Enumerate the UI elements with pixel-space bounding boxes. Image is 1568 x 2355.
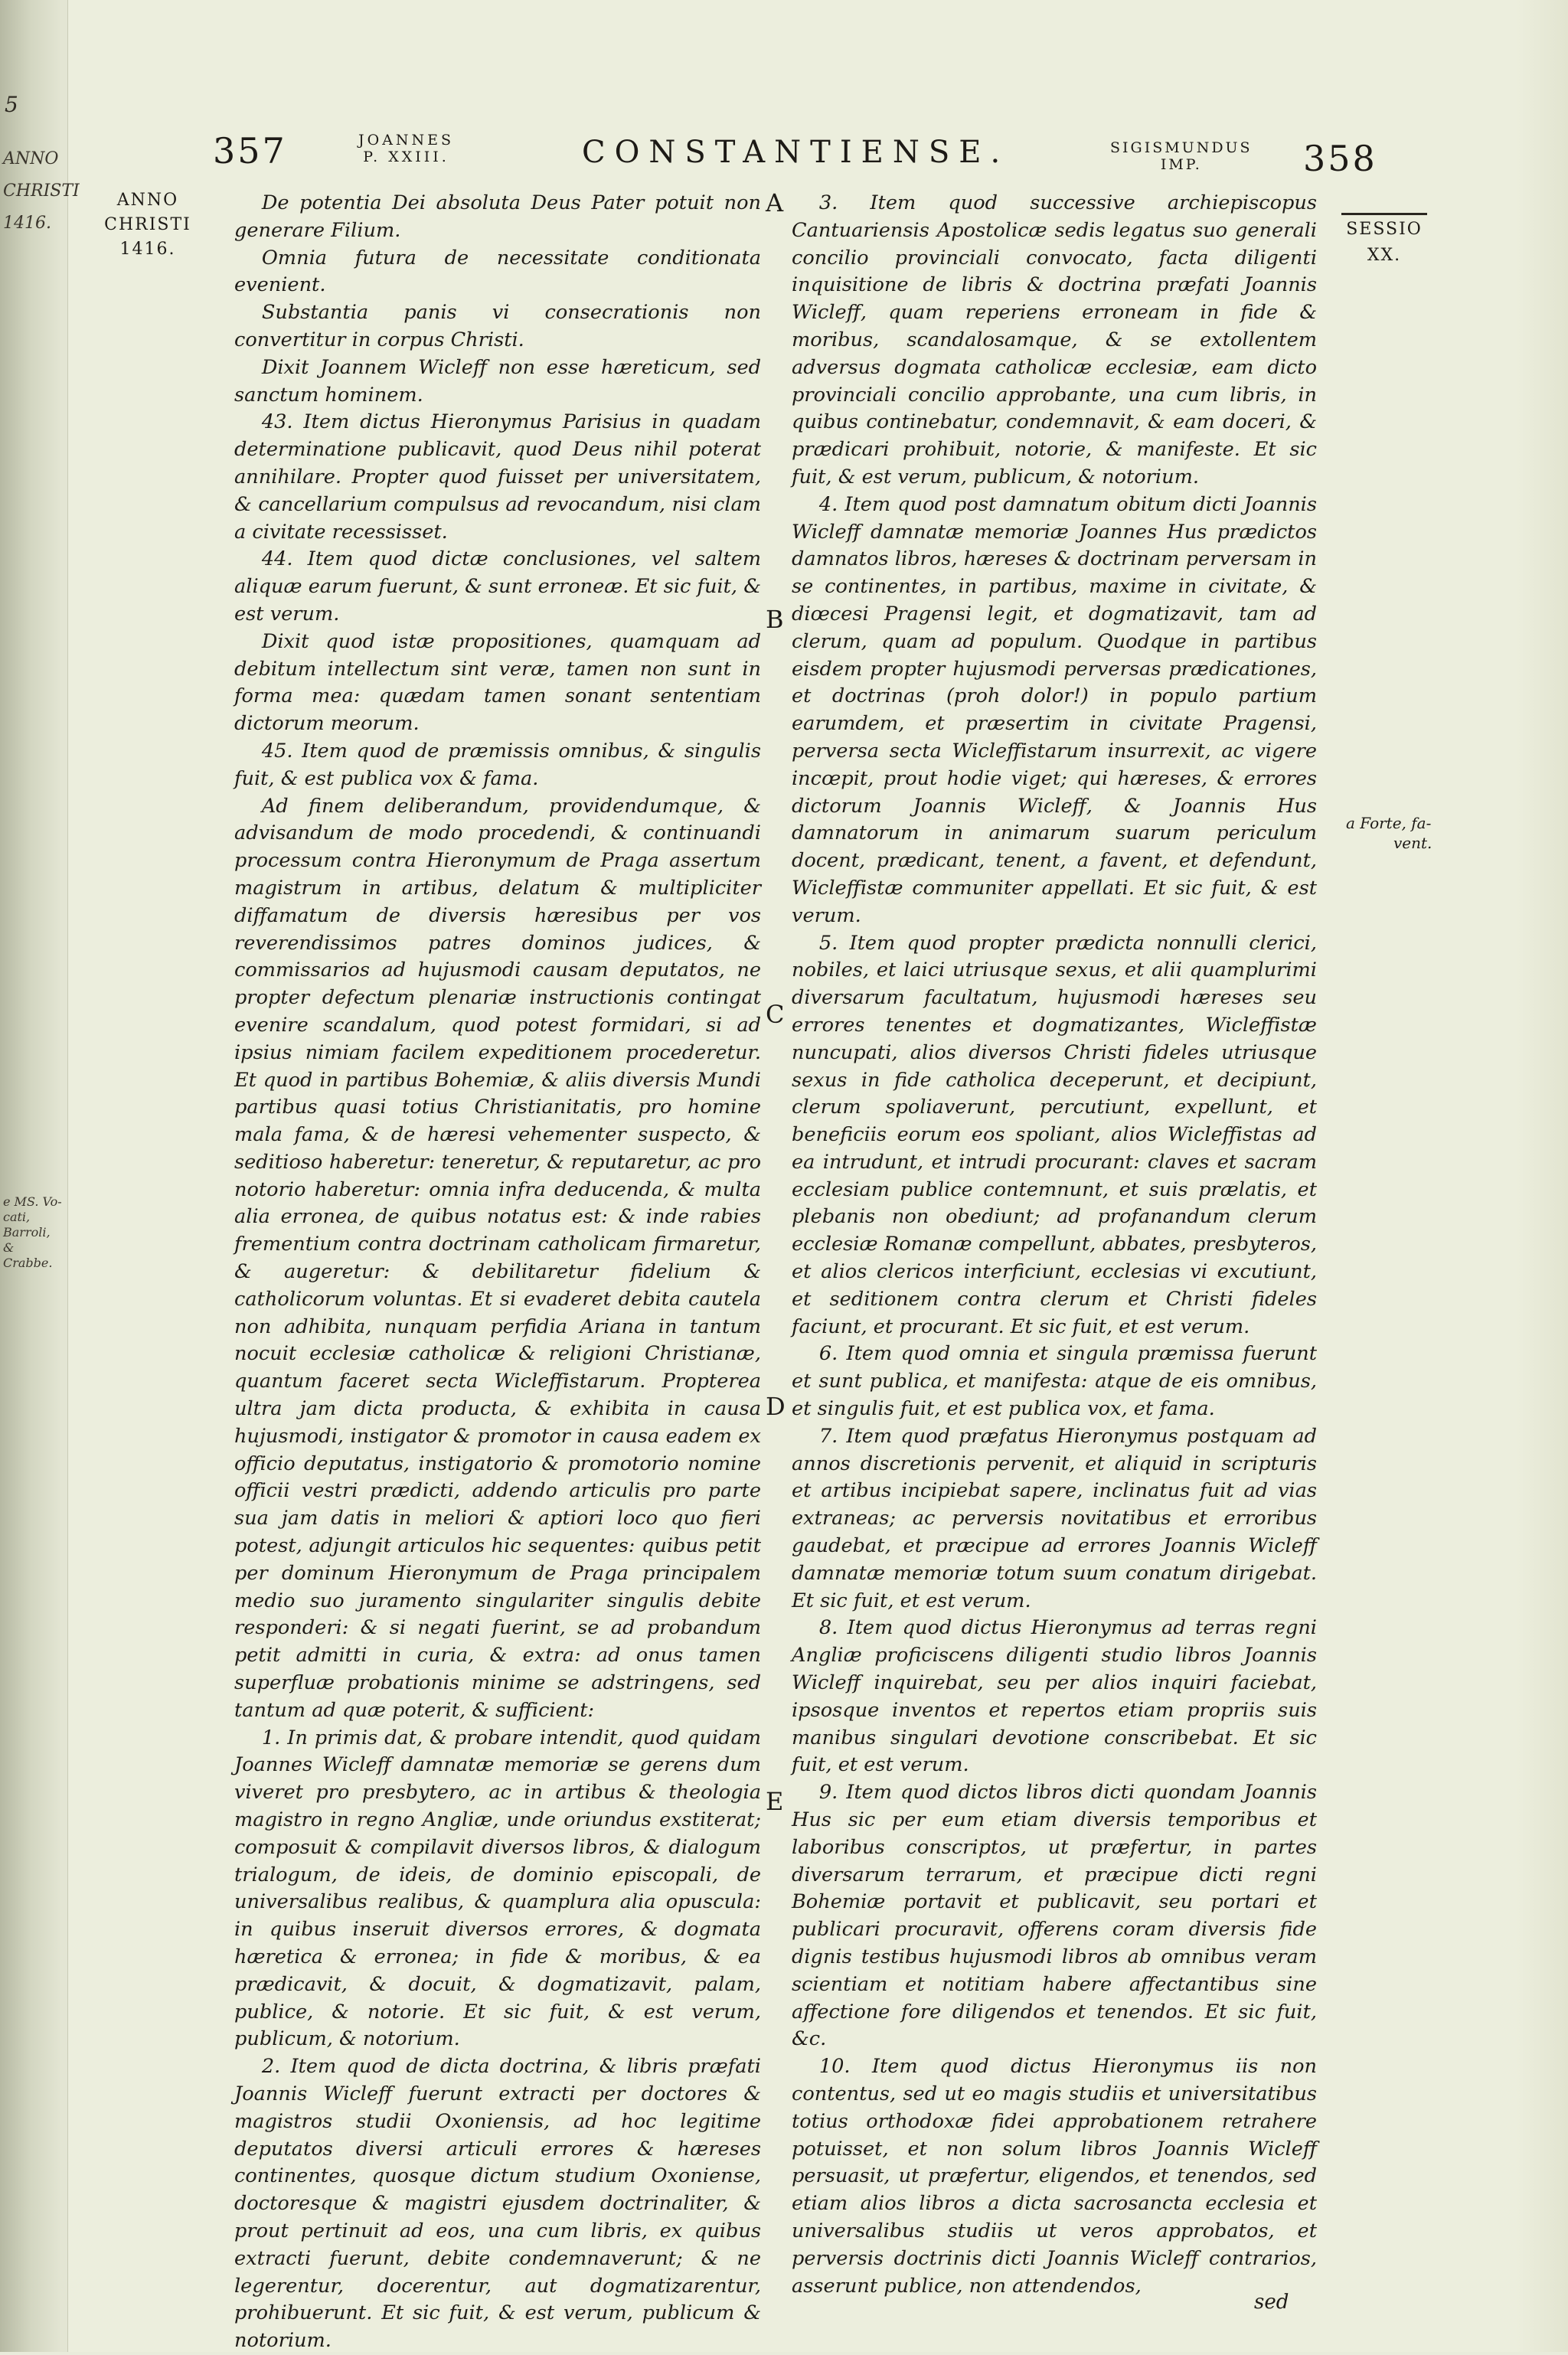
sidenote-session-number: XX. [1367, 246, 1402, 265]
section-letter-b: B [766, 605, 784, 634]
paragraph: Dixit quod istæ propositiones, quamquam ad debitum intellectum sint veræ, tamen non sunt in forma mea: quædam tamen sonant sententiam dictorum meorum. [234, 629, 761, 736]
paragraph: Ad finem deliberandum, providendumque, & advisandum de modo procedendi, & continuandi processum contra Hieronymum de Praga assertum magistrum in artibus, delatum & multipliciter diffamatum de diversis hæresibus per vos reverendissimos patres dominos judices, & commissarios ad hujusmodi causam deputatos, ne propter defectum plenariæ instructionis contingat evenire scandalum, quod potest formidari, si ad ipsius nimiam facilem expeditionem procederetur. Et quod in partibus Bohemiæ, & aliis diversis Mundi partibus quasi totius Christianitatis, pro homine mala fama, & de hæresi vehementer suspecto, & seditioso haberetur: teneretur, & reputaretur, ac pro notorio haberetur: omnia infra deducenda, & multa alia erronea, de quibus notatus est: & inde rabies frementium contra doctrinam catholicam firmaretur, & augeretur: & debilitaretur fidelium & catholicorum voluntas. Et si evaderet debita cautela non adhibita, nunquam perfidia Ariana in tantum nocuit ecclesiæ catholicæ & religioni Christianæ, quantum faceret secta Wicleffistarum. Propterea ultra jam dicta producta, & exhibita in causa hujusmodi, instigator & promotor in causa eadem ex officio deputatus, instigatorio & promotorio nomine officii vestri prædicti, addendo articulis pro parte sua jam datis in meliori & aptiori loco quo fieri potest, adjungit articulos hic sequentes: quibus petit per dominum Hieronymum de Praga principalem medio suo juramento singulariter singulis debite responderi: & si negati fuerint, se ad probandum petit admitti in curia, & extra: ad onus tamen superfluæ probationis minime se adstringens, sed tantum ad quæ poterit, & sufficient: [234, 794, 761, 1722]
paragraph: 2. Item quod de dicta doctrina, & libris præfati Joannis Wicleff fuerunt extracti per doctores & magistros studii Oxoniensis, ad hoc legitime deputatos diversi articuli errores & hæreses continentes, quosque dictum studium Oxoniense, doctoresque & magistri ejusdem doctrinaliter, & prout pertinuit ad eos, una cum libris, ex quibus extracti fuerunt, debite condemnaverunt; & ne legerentur, docerentur, aut dogmatizarentur, prohibuerunt. Et sic fuit, & est verum, publicum & notorium. [234, 2055, 761, 2353]
paragraph: 4. Item quod post damnatum obitum dicti Joannis Wicleff damnatæ memoriæ Joannes Hus prædictos damnatos libros, hæreses & doctrinam perversam in se continentes, in partibus, maxime in civitate, & diœcesi Pragensi legit, et dogmatizavit, tam ad clerum, quam ad populum. Quodque in partibus eisdem propter hujusmodi perversas prædicationes, et doctrinas (proh dolor!) in populo partium earumdem, et præsertim in civitate Pragensi, perversa secta Wicleffistarum insurrexit, ac vigere incœpit, prout hodie viget; qui hæreses, & errores dictorum Joannis Wicleff, & Joannis Hus damnatorum in animarum suarum periculum docent, prædicant, tenent, a favent, et defendunt, Wicleffistæ communiter appellati. Et sic fuit, & est verum. [792, 492, 1317, 927]
paragraph: 8. Item quod dictus Hieronymus ad terras regni Angliæ proficiscens diligenti studio libros Joannis Wicleff inquirebat, seu per alios inquiri faciebat, ipsosque inventos et repertos etiam propriis suis manibus singulari devotione conscribebat. Et sic fuit, et est verum. [792, 1616, 1317, 1777]
header-emperor-title: IMP. [1160, 156, 1202, 173]
header-pope-number: P. XXIII. [363, 149, 449, 165]
header-emperor [1110, 139, 1253, 173]
marginal-note-line-2: vent. [1393, 834, 1432, 852]
sidenote-christi: CHRISTI [104, 215, 191, 234]
page-number-right: 358 [1303, 138, 1377, 179]
session-sidenote [1331, 213, 1438, 269]
paragraph: 9. Item quod dictos libros dicti quondam Joannis Hus sic per eum etiam diversis temporibus et laboribus conscriptos, ut præfertur, in partes diversarum terrarum, et præcipue dicti regni Bohemiæ portavit et publicavit, seu portari et publicari procuravit, offerens coram diversis fide dignis testibus hujusmodi libros ab omnibus veram scientiam et notitiam habere affectantibus sine affectione fore diligendos et tenendos. Et sic fuit, &c. [792, 1781, 1317, 2051]
paragraph: Substantia panis vi consecrationis non convertitur in corpus Christi. [234, 301, 761, 351]
paragraph: 43. Item dictus Hieronymus Parisius in quadam determinatione publicavit, quod Deus nihil poterat annihilare. Propter quod fuisset per universitatem, & cancellarium compulsus ad revocandum, nisi clam a civitate recessisset. [234, 410, 761, 544]
paragraph: 1. In primis dat, & probare intendit, quod quidam Joannes Wicleff damnatæ memoriæ se gerens dum viveret pro presbytero, ac in artibus & theologia magistro in regno Angliæ, unde oriundus exstiterat; composuit & compilavit diversos libros, & dialogum trialogum, de ideis, de dominio episcopali, de universalibus realibus, & quamplura alia opuscula: in quibus inseruit diversos errores, & dogmata hæretica & erronea; in fide & moribus, & ea prædicavit, & docuit, & dogmatizavit, palam, publice, & notorie. Et sic fuit, & est verum, publicum, & notorium. [234, 1726, 761, 2051]
paragraph: 10. Item quod dictus Hieronymus iis non contentus, sed ut eo magis studiis et universitatibus totius orthodoxæ fidei approbationem retrahere potuisset, et non solum libros Joannis Wicleff persuasit, ut præfertur, eligendos, et tenendos, sed etiam alios libros a dicta sacrosancta ecclesia et universalibus studiis ut veros approbatos, et perversis doctrinis dicti Joannis Wicleff contrarios, asserunt publice, non attendendos, [792, 2055, 1317, 2298]
paragraph: 7. Item quod præfatus Hieronymus postquam ad annos discretionis pervenit, et aliquid in scripturis et artibus incipiebat sapere, inclinatus fuit ad vias extraneas; ac perversis novitatibus et erroribus gaudebat, et præcipue ad errores Joannis Wicleff damnatæ memoriæ totum suum conatum dirigebat. Et sic fuit, et est verum. [792, 1424, 1317, 1612]
section-letter-e: E [766, 1787, 784, 1816]
catchword: sed [1254, 2291, 1289, 2314]
paragraph: Dixit Joannem Wicleff non esse hæreticum, sed sanctum hominem. [234, 355, 761, 407]
paragraph: De potentia Dei absoluta Deus Pater potuit non generare Filium. [234, 191, 761, 242]
spine-anno: ANNO [3, 149, 59, 168]
spine-note: e MS. Vo- cati, Barroli, & Crabbe. [3, 1194, 62, 1270]
section-letter-a: A [766, 188, 784, 217]
running-header [0, 124, 1568, 178]
left-column [234, 190, 761, 2355]
sidenote-year: 1416. [119, 240, 176, 259]
header-pope-name: JOANNES [358, 132, 455, 149]
paragraph: 5. Item quod propter prædicta nonnulli clerici, nobiles, et laici utriusque sexus, et alii quamplurimi diversarum facultatum, hujusmodi hæreses seu errores tenentes et dogmatizantes, Wicleffistæ nuncupati, alios diversos Christi fideles utriusque sexus in fide catholica deceperunt, et decipiunt, clerum spoliaverunt, percutiunt, expellunt, et beneficiis eorum eos spoliant, alios Wicleffistas ad ea intrudunt, et intrudi procurant: claves et sacram ecclesiam publice contemnunt, et suis prælatis, et plebanis non obediunt; ad profanandum clerum ecclesiæ Romanæ compellunt, abbates, presbyteros, et alios clericos interficiunt, ecclesias vi excutiunt, et seditionem contra clerum et Christi fideles faciunt, et procurant. Et sic fuit, et est verum. [792, 931, 1317, 1338]
header-title: CONSTANTIENSE. [582, 135, 1010, 170]
spine-christi: CHRISTI [3, 181, 80, 201]
header-pope [358, 132, 454, 165]
sidenote-anno: ANNO [116, 191, 179, 210]
paragraph: 45. Item quod de præmissis omnibus, & singulis fuit, & est publica vox & fama. [234, 739, 761, 790]
sidenote-rule [1341, 213, 1427, 215]
paragraph: Omnia futura de necessitate conditionata evenient. [234, 246, 761, 297]
previous-page-edge [0, 0, 80, 2352]
marginal-note [1346, 813, 1432, 853]
marginal-note-line-1: a Forte, fa- [1346, 814, 1432, 832]
sidenote-sessio: SESSIO [1346, 220, 1423, 239]
section-letter-c: C [766, 1000, 785, 1029]
header-emperor-name: SIGISMUNDUS [1110, 139, 1253, 156]
paragraph: 3. Item quod successive archiepiscopus Cantuariensis Apostolicæ sedis legatus suo generali concilio provinciali convocato, facta diligenti inquisitione de libris & doctrina præfati Joannis Wicleff, quam reperiens erroneam in fide & moribus, scandalosamque, & se extollentem adversus dogmata catholicæ ecclesiæ, eam dicto provinciali concilio approbante, una cum libris, in quibus continebatur, condemnavit, & eam doceri, & prædicari prohibuit, notorie, & manifeste. Et sic fuit, & est verum, publicum, & notorium. [792, 191, 1317, 488]
year-sidenote [90, 188, 205, 262]
right-column [792, 190, 1317, 2300]
spine-year: 1416. [3, 214, 51, 233]
top-mark: 5 [5, 92, 18, 117]
paragraph: 44. Item quod dictæ conclusiones, vel saltem aliquæ earum fuerunt, & sunt erroneæ. Et sic fuit, & est verum. [234, 547, 761, 625]
page-number-left: 357 [213, 130, 287, 171]
paragraph: 6. Item quod omnia et singula præmissa fuerunt et sunt publica, et manifesta: atque de eis omnibus, et singulis fuit, et est publica vox, et fama. [792, 1342, 1317, 1421]
section-letter-d: D [766, 1392, 786, 1421]
